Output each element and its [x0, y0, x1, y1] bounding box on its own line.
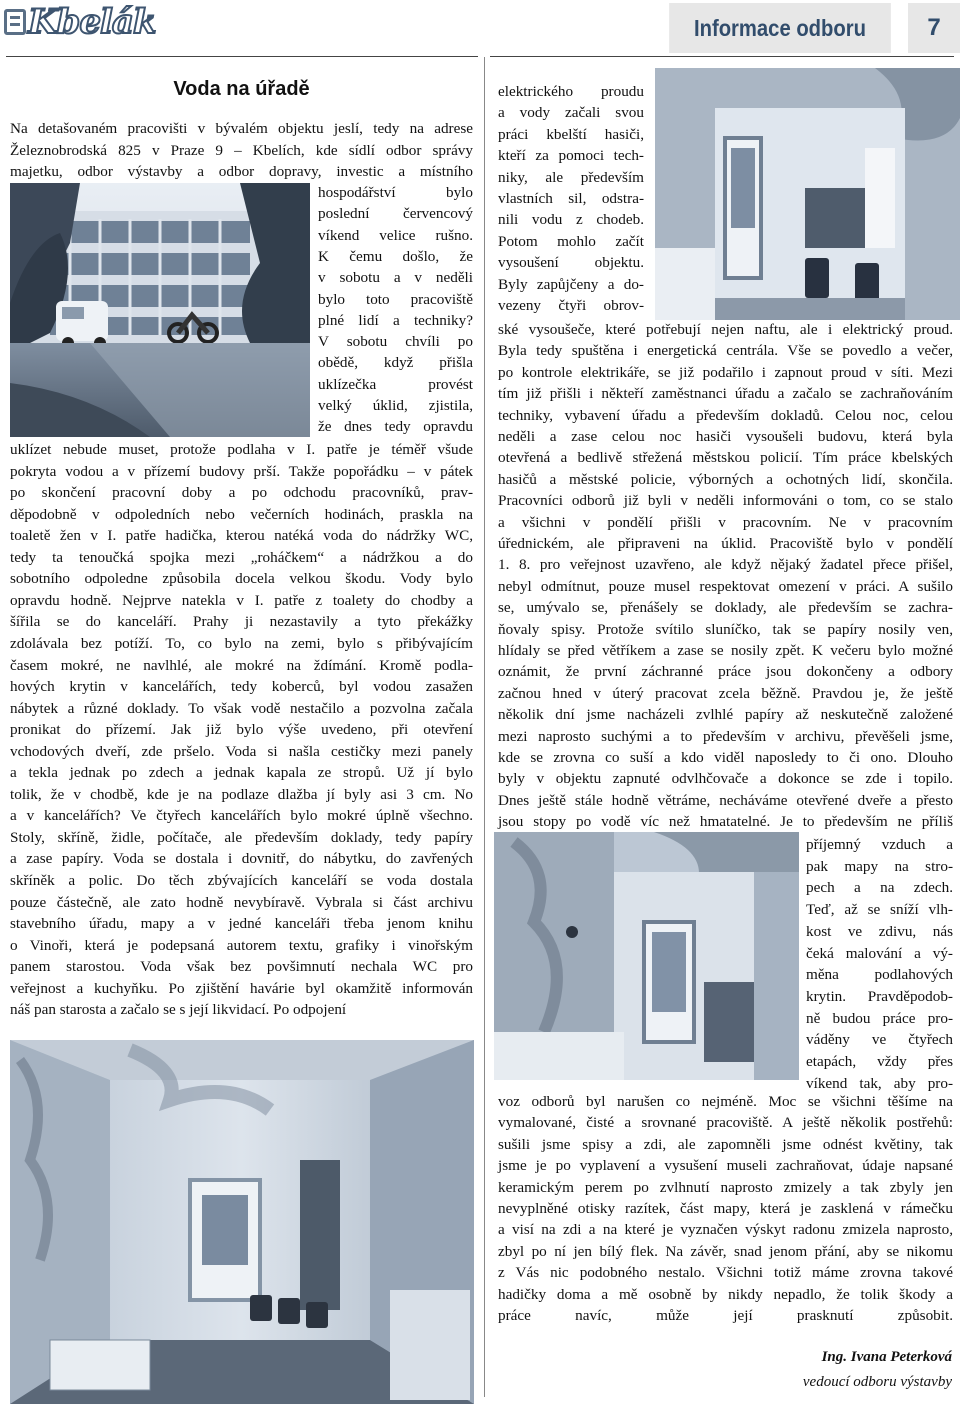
text-line: majetku, odbor výstavby a odbor dopravy, investic a místního [10, 163, 473, 181]
text-line: a všichni v pondělí přišli v pracovním. Ne v pracovním [498, 513, 953, 531]
text-line: začnou hned v úterý pracovat zcela běžně. Pravdou je, že ještě [498, 684, 953, 702]
text-line: toaletě žen v I. patře hadička, kterou natéká voda do nádržky WC, [10, 527, 473, 545]
text-line: bylo toto pracoviště [318, 290, 473, 308]
text-line: kost ve zdivu, nás [806, 922, 953, 940]
text-line: kteří za pomoci tech- [498, 147, 644, 165]
text-line: otevřená a bedlivě střežená městskou policií. Tím práce kbelských [498, 449, 953, 467]
text-line: vlastních sil, odstra- [498, 190, 644, 207]
page-number: 7 [908, 3, 960, 53]
text-line: sobotního odpoledne způsobila docela velkou škodu. Vody bylo [10, 570, 473, 588]
text-line: V sobotu chvíli po [318, 333, 473, 351]
text-line: sušili jsme spisy a zdi, ale zapomněli jsme odnést květiny, tak [498, 1135, 953, 1153]
text-line: a tekla jednak po zdech a jednak kapala ze stropů. Už jí bylo [10, 764, 473, 782]
corridor-photo [10, 1040, 474, 1404]
logo-text: Kbelák [28, 2, 156, 42]
text-line: Byly zapůjčeny a do- [498, 275, 644, 293]
text-line: čeká malování a vý- [806, 944, 953, 962]
text-line: váděny ve čtyřech [806, 1031, 953, 1049]
text-line: měna podlahových [806, 966, 953, 984]
text-line: šířila se do kanceláří. Prahy ji nezastavily a tyto překážky [10, 613, 473, 631]
text-line: víkend velice rušno. [318, 226, 473, 244]
text-line: niky, ale především [498, 168, 644, 186]
text-line: uklízečka provést [318, 375, 473, 393]
article-title: Voda na úřadě [173, 78, 310, 100]
text-line: Stoly, skříně, židle, počítače, ale především doklady, tedy papíry [10, 828, 473, 846]
text-line: Byla tedy spuštěna i energetická centrála. Vše se povedlo a večer, [498, 342, 953, 360]
text-line: hospodářství bylo [318, 184, 473, 201]
text-line: tedy ta tenoučká spojka mezi „roháčkem“ a nádržkou a do [10, 548, 473, 566]
header-rule-right [490, 56, 954, 57]
text-line: Pracovníci odborů již byli v neděli informováni o tom, co se stalo [498, 492, 953, 510]
text-line: děpodobně v odpoledních nebo večerních hodinách, praskla na [10, 505, 473, 523]
text-line: vezeny čtyři obrov- [498, 297, 644, 314]
text-line: nili vodu z chodeb. [498, 211, 644, 229]
text-line: o Vinoři, která je podepsaná autorem textu, grafiky i vinořským [10, 936, 473, 954]
text-line: příjemný vzduch a [806, 836, 953, 853]
text-line: voz odborů byl narušen co nejméně. Moc se všichni těšíme na [498, 1093, 953, 1110]
text-line: a vody začali svou [498, 104, 644, 122]
text-line: a v kancelářích? Ve čtyřech kancelářích bylo mokré úplně všechno. [10, 807, 473, 825]
text-line: z Vás nic podobného nestalo. Všichni totiž máme zrovna takové [498, 1264, 953, 1282]
text-line: stavebního úřadu, mapy a v jedné kanceláři třeba jenom knihu [10, 915, 473, 933]
text-line: po kontrole elektrikáře, se již podařilo i zapnout proud v síti. Mezi [498, 363, 953, 381]
text-line: panem starostou. Voda však bez povšimnutí nechala WC pro [10, 958, 473, 976]
text-line: pak mapy na stro- [806, 857, 953, 875]
text-line: nábytek a různé doklady. To však vodě nestačilo a pozvolna začala [10, 699, 473, 717]
text-line: hlídaly se před větříkem a zase se nosily zpět. K večeru bylo možné [498, 642, 953, 659]
text-line: Potom mohlo začít [498, 232, 644, 250]
text-line: keramickým perem po zvlhnutí naprosto zmizely a tak zbyly jen [498, 1178, 953, 1196]
text-line: opravdu hodně. Nejprve natekla v I. patře z toalety do chodby a [10, 591, 473, 609]
text-line: v sobotu a v neděli [318, 269, 473, 287]
text-line: obědě, když přišla [318, 354, 473, 372]
text-line: úřednickém, ale připraveni na úklid. Pracoviště bylo v pondělí [498, 535, 953, 552]
masthead [0, 0, 960, 52]
text-line: neděli a zase celou noc hasiči vysoušeli budovu, která byla [498, 428, 953, 445]
text-line: tím již přišli i někteří zaměstnanci úřadu a začalo se zachraňováním [498, 385, 953, 403]
text-line: po skončení pracovní doby a po odchodu pracovníků, prav- [10, 484, 473, 502]
text-line: vymalované, čisté a srovnané pracoviště. A ještě několik postřehů: [498, 1114, 953, 1132]
text-line: Na detašovaném pracovišti v bývalém objektu jeslí, tedy na adrese [10, 120, 473, 137]
text-line: plné lidí a techniky? [318, 311, 473, 329]
building-photo [10, 183, 310, 437]
text-line: že dnes tedy opravdu [318, 418, 473, 436]
text-line: veřejnost a kuchyňku. Po zjištění havárie byl okamžitě informován [10, 979, 473, 997]
text-line: velký úklid, zjistila, [318, 397, 473, 414]
text-line: Dnes ještě stále hodně větráme, necháváme otevřené dveře a přesto [498, 791, 953, 809]
office-photo [655, 68, 960, 320]
text-line: byly v objektu zapnuté odvlhčovače a dokonce se zde i topilo. [498, 770, 953, 788]
text-line: 1. 8. pro veřejnost uzavřeno, ale když nějaký žadatel přece přišel, [498, 556, 953, 574]
text-line: a visí na zdi a na které je vyznačen výskyt radonu zmizela naprosto, [498, 1221, 953, 1239]
text-line: časem mokré, ne navlhlé, ale mokré na ždímání. Kromě podla- [10, 656, 473, 674]
header-rule-left [6, 56, 478, 57]
text-line: vchodových dveří, zde pršelo. Voda si našla cestičky mezi panely [10, 742, 473, 760]
text-line: pokryta vodou a v přízemí budovy prší. Takže popořádku – v pátek [10, 462, 473, 480]
author-name: Ing. Ivana Peterková [821, 1349, 952, 1365]
column-divider [484, 57, 485, 1397]
text-line: jsou stopy po vodě víc než hmatatelné. Je to především ne příliš [498, 813, 953, 831]
text-line: zbyl po ní jen bílý flek. Na závěr, snad jenom přání, aby se nikomu [498, 1242, 953, 1260]
text-line: ské vysoušeče, které potřebují nejen naftu, ale i elektrický proud. [498, 321, 953, 338]
text-line: mezi naprosto suchými a to především v archivu, převěšeli jsme, [498, 727, 953, 745]
text-line: kde se zrovna co suší a kdo viděl naposledy to či ono. Dlouho [498, 749, 953, 766]
text-line: víkend tak, aby pro- [806, 1074, 953, 1092]
text-line: jsme je po vyplavení a vysušení museli zachraňovat, údaje napsané [498, 1157, 953, 1175]
text-line: nevyplněné otisky razítek, část mapy, která je zasklená v rámečku [498, 1200, 953, 1217]
text-line: Teď, až se sníží vlh- [806, 901, 953, 919]
text-line: krytin. Pravděpodob- [806, 987, 953, 1005]
text-line: hadičky doma a mě osobně by nikdy nepadlo, že tolik škody a [498, 1285, 953, 1303]
text-line: Železnobrodská 825 v Praze 9 – Kbelích, kde sídlí odbor správy [10, 141, 473, 159]
text-line: etapách, vždy přes [806, 1053, 953, 1070]
text-line: náš pan starosta a začalo se s její likvidací. Po odpojení [10, 1001, 347, 1019]
logo-icon [4, 9, 26, 35]
logo [4, 2, 155, 42]
text-line: oznámit, že první záchranné práce jsou dokončeny a odbory [498, 663, 953, 681]
text-line: ně budou práce pro- [806, 1009, 953, 1027]
text-line: hasičů a městské policie, výborných a ochotných lidí, skončila. [498, 470, 953, 488]
text-line: K čemu došlo, že [318, 247, 473, 265]
text-line: se, umývalo se, přenášely se doklady, ale především se zachra- [498, 599, 953, 617]
text-line: poslední červencový [318, 205, 473, 223]
text-line: uklízet nebude muset, protože podlaha v I. patře je téměř všude [10, 441, 473, 458]
text-line: práce navíc, může její prasknutí způsobit. [498, 1307, 953, 1324]
text-line: nebyl odmítnut, pouze musel respektovat omezení v práci. A sušilo [498, 577, 953, 595]
text-line: techniky, vybavení úřadu a především dokladů. Celou noc, celou [498, 406, 953, 424]
text-line: hových krytin v kancelářích, tedy koberců, byl vodou zasažen [10, 678, 473, 696]
text-line: pech a na zdech. [806, 879, 953, 897]
text-line: elektrického proudu [498, 83, 644, 100]
text-line: několik dní jsme nacházeli zvlhlé papíry až neskutečně založené [498, 706, 953, 724]
text-line: tolik, že v chodbě, kde je na podlaze dlažba jí byly asi 3 cm. No [10, 785, 473, 803]
section-title: Informace odboru [669, 3, 891, 53]
damaged-room-photo [494, 832, 799, 1080]
text-line: pouze částečně, ale zato hodně nevybíravě. Vybrala si část archivu [10, 893, 473, 911]
text-line: skříněk a polic. Do těch zbývajících kanceláří se voda dostala [10, 872, 473, 889]
text-line: zdolávala bez potíží. To, co bylo na zemi, bylo s přibývajícím [10, 634, 473, 652]
text-line: pronikat do přízemí. Jak již bylo výše uvedeno, při otevření [10, 721, 473, 739]
text-line: ňovaly spisy. Protože svítilo sluníčko, tak se papíry nosily ven, [498, 620, 953, 638]
author-role: vedoucí odboru výstavby [802, 1374, 952, 1390]
text-line: práci kbelští hasiči, [498, 125, 644, 143]
text-line: a zase papíry. Voda se dostala i dovnitř, do nábytku, do zavřených [10, 850, 473, 868]
text-line: vysoušení objektu. [498, 254, 644, 272]
